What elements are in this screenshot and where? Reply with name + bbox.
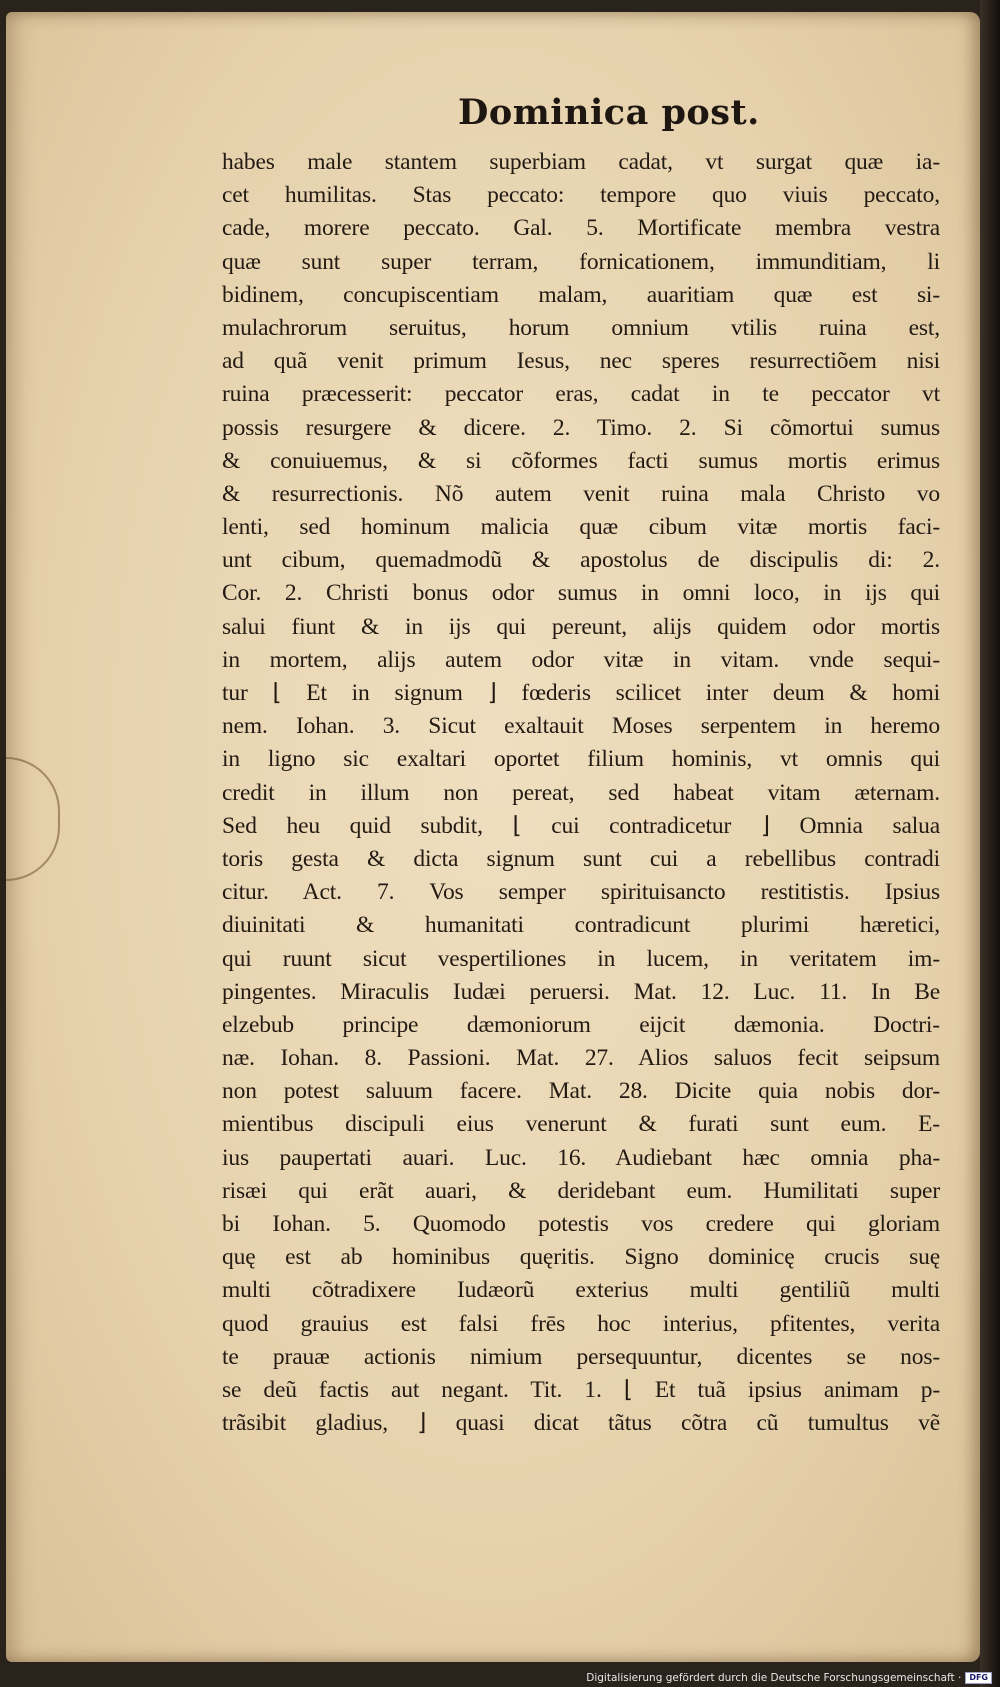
text-line: quę est ab hominibus quęritis. Signo dominicę crucis suę bbox=[222, 1244, 940, 1271]
text-line: habes male stantem superbiam cadat, vt surgat quæ ia- bbox=[222, 149, 940, 175]
text-line: ius paupertati auari. Luc. 16. Audiebant hæc omnia pha- bbox=[222, 1144, 940, 1171]
text-line: & resurrectionis. Nõ autem venit ruina mala Christo vo bbox=[222, 480, 940, 507]
text-line: credit in illum non pereat, sed habeat vitam æternam. bbox=[222, 779, 940, 806]
text-line: & conuiuemus, & si cõformes facti sumus mortis erimus bbox=[222, 447, 940, 474]
text-line: næ. Iohan. 8. Passioni. Mat. 27. Alios saluos fecit seipsum bbox=[222, 1045, 940, 1072]
text-line: trãsibit gladius, ⌋ quasi dicat tãtus cõtra cũ tumultus vẽ bbox=[222, 1410, 940, 1437]
text-line: Cor. 2. Christi bonus odor sumus in omni loco, in ijs qui bbox=[222, 580, 940, 607]
text-line: non potest saluum facere. Mat. 28. Dicite quia nobis dor- bbox=[222, 1078, 940, 1105]
text-line: mulachrorum seruitus, horum omnium vtilis ruina est, bbox=[222, 314, 940, 341]
text-line: bidinem, concupiscentiam malam, auaritiam quæ est si- bbox=[222, 281, 940, 308]
text-line: citur. Act. 7. Vos semper spirituisancto restitistis. Ipsius bbox=[222, 879, 940, 906]
text-line: elzebub principe dæmoniorum eijcit dæmonia. Doctri- bbox=[222, 1011, 940, 1038]
text-line: diuinitati & humanitati contradicunt plurimi hæretici, bbox=[222, 912, 940, 939]
text-line: quod grauius est falsi frēs hoc interius, pfitentes, verita bbox=[222, 1310, 940, 1337]
text-line: in mortem, alijs autem odor vitæ in vitam. vnde sequi- bbox=[222, 646, 940, 673]
text-line: lenti, sed hominum malicia quæ cibum vitæ mortis faci- bbox=[222, 514, 940, 541]
credit-text: Digitalisierung gefördert durch die Deutsche Forschungsgemeinschaft · bbox=[586, 1672, 962, 1684]
text-line: te prauæ actionis nimium persequuntur, dicentes se nos- bbox=[222, 1343, 940, 1370]
text-line: in ligno sic exaltari oportet filium hominis, vt omnis qui bbox=[222, 746, 940, 773]
text-line: Sed heu quid subdit, ⌊ cui contradicetur ⌋ Omnia salua bbox=[222, 812, 940, 839]
text-line: possis resurgere & dicere. 2. Timo. 2. Si cõmortui sumus bbox=[222, 414, 940, 441]
body-text bbox=[222, 146, 940, 1440]
text-line: bi Iohan. 5. Quomodo potestis vos credere qui gloriam bbox=[222, 1211, 940, 1237]
text-line: tur ⌊ Et in signum ⌋ fœderis scilicet inter deum & homi bbox=[222, 680, 940, 706]
text-line: quæ sunt super terram, fornicationem, immunditiam, li bbox=[222, 248, 940, 275]
running-head: Dominica post. bbox=[458, 92, 760, 133]
text-line: cade, morere peccato. Gal. 5. Mortificate membra vestra bbox=[222, 215, 940, 242]
text-line: ad quã venit primum Iesus, nec speres resurrectiõem nisi bbox=[222, 348, 940, 375]
text-line: mientibus discipuli eius venerunt & furati sunt eum. E- bbox=[222, 1111, 940, 1138]
text-line: pingentes. Miraculis Iudæi peruersi. Mat. 12. Luc. 11. In Be bbox=[222, 978, 940, 1005]
digitization-credit bbox=[586, 1672, 992, 1684]
text-line: cet humilitas. Stas peccato: tempore quo viuis peccato, bbox=[222, 182, 940, 209]
text-line: se deũ factis aut negant. Tit. 1. ⌊ Et tuã ipsius animam p- bbox=[222, 1376, 940, 1403]
page-fold-mark bbox=[6, 757, 60, 881]
dfg-logo: DFG bbox=[965, 1672, 992, 1684]
text-line: ruina præcesserit: peccator eras, cadat in te peccator vt bbox=[222, 381, 940, 408]
text-line: toris gesta & dicta signum sunt cui a rebellibus contradi bbox=[222, 845, 940, 872]
text-line: salui fiunt & in ijs qui pereunt, alijs quidem odor mortis bbox=[222, 613, 940, 640]
text-line: qui ruunt sicut vespertiliones in lucem, in veritatem im- bbox=[222, 945, 940, 972]
text-line: multi cõtradixere Iudæorũ exterius multi gentiliũ multi bbox=[222, 1277, 940, 1304]
text-line: unt cibum, quemadmodũ & apostolus de discipulis di: 2. bbox=[222, 547, 940, 574]
text-line: risæi qui erãt auari, & deridebant eum. Humilitati super bbox=[222, 1177, 940, 1204]
text-line: nem. Iohan. 3. Sicut exaltauit Moses serpentem in heremo bbox=[222, 713, 940, 740]
book-edge bbox=[980, 0, 1000, 1687]
